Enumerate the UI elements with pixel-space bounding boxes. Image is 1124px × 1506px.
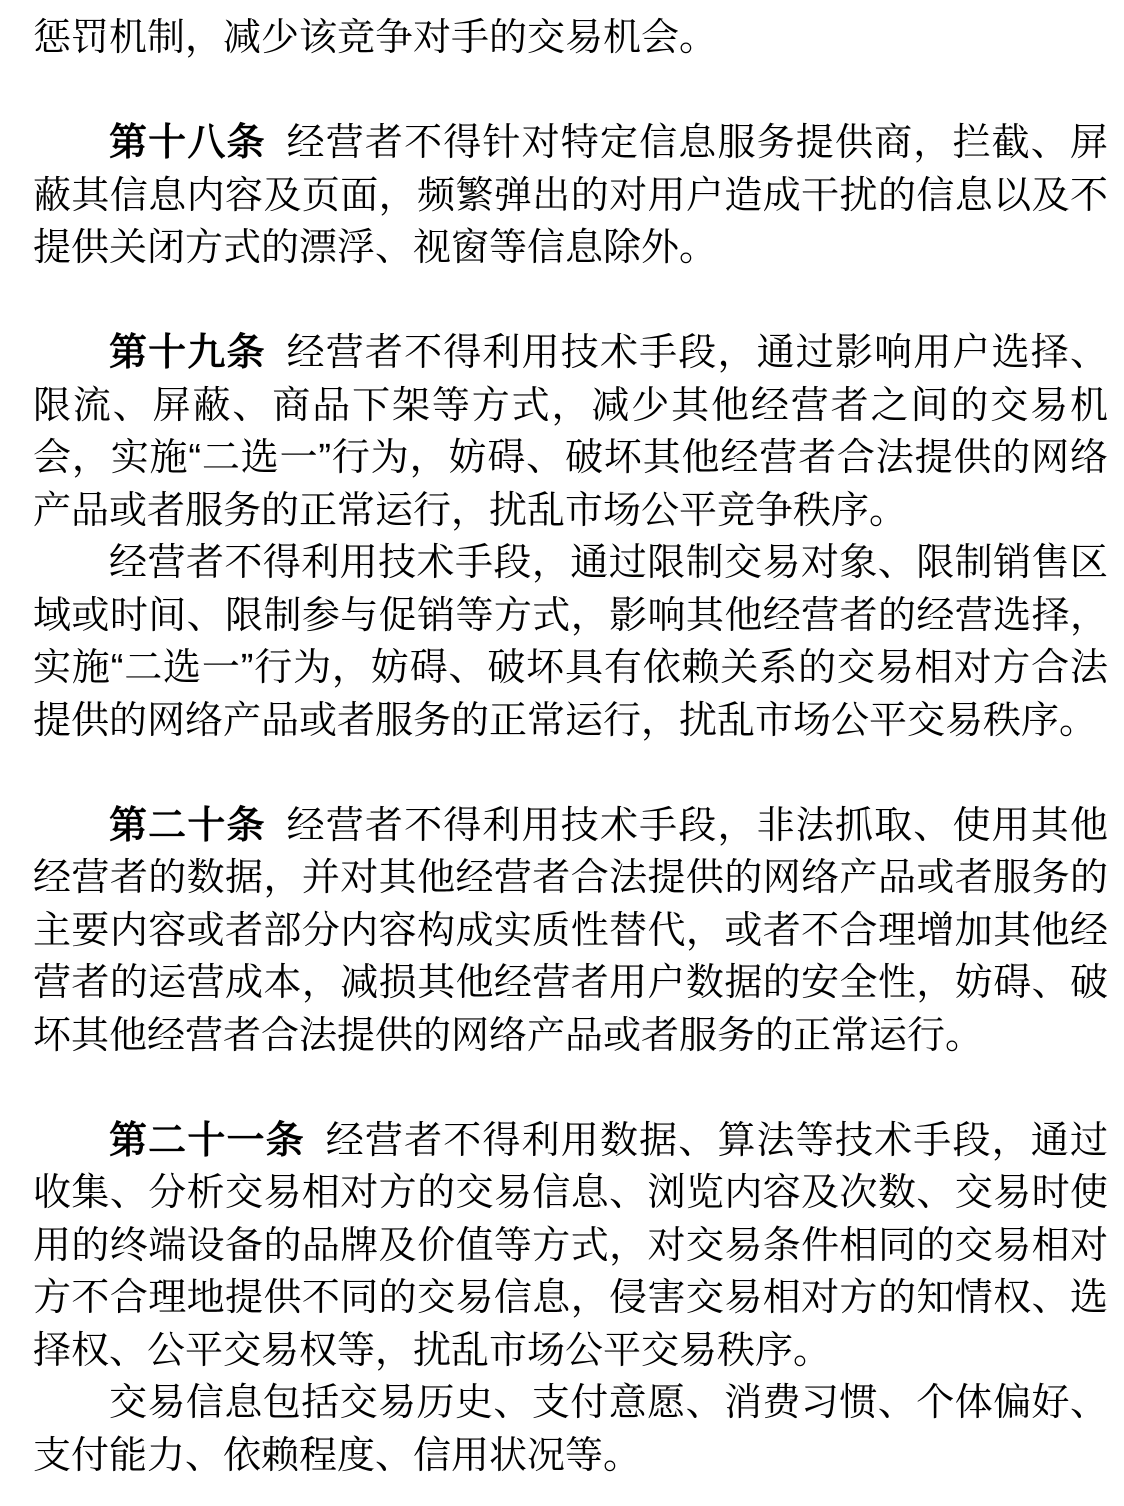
document-text [33, 12, 1108, 1482]
paragraph-article-19-clause-2 [33, 537, 1108, 747]
article-18-text: 经营者不得针对特定信息服务提供商，拦截、屏蔽其信息内容及页面，频繁弹出的对用户造成干扰的信息以及不提供关闭方式的漂浮、视窗等信息除外。 [33, 122, 1108, 269]
article-20-number: 第二十条 [109, 804, 266, 847]
article-21-clause-2-text: 交易信息包括交易历史、支付意愿、消费习惯、个体偏好、支付能力、依赖程度、信用状况等。 [33, 1382, 1108, 1477]
article-20-text: 经营者不得利用技术手段，非法抓取、使用其他经营者的数据，并对其他经营者合法提供的网络产品或者服务的主要内容或者部分内容构成实质性替代，或者不合理增加其他经营者的运营成本，减损其他经营者用户数据的安全性，妨碍、破坏其他经营者合法提供的网络产品或者服务的正常运行。 [33, 804, 1108, 1057]
paragraph-article-20 [33, 800, 1108, 1063]
article-21-text: 经营者不得利用数据、算法等技术手段，通过收集、分析交易相对方的交易信息、浏览内容及次数、交易时使用的终端设备的品牌及价值等方式，对交易条件相同的交易相对方不合理地提供不同的交易信息，侵害交易相对方的知情权、选择权、公平交易权等，扰乱市场公平交易秩序。 [33, 1119, 1108, 1372]
paragraph-article-21-clause-2 [33, 1377, 1108, 1482]
article-18-number: 第十八条 [109, 122, 266, 164]
paragraph-article-19 [33, 327, 1108, 537]
article-19-text: 经营者不得利用技术手段，通过影响用户选择、限流、屏蔽、商品下架等方式，减少其他经营者之间的交易机会，实施“二选一”行为，妨碍、破坏其他经营者合法提供的网络产品或者服务的正常运行，扰乱市场公平竞争秩序。 [33, 332, 1108, 532]
article-21-number: 第二十一条 [109, 1119, 305, 1162]
article-19-clause-2-text: 经营者不得利用技术手段，通过限制交易对象、限制销售区域或时间、限制参与促销等方式，影响其他经营者的经营选择，实施“二选一”行为，妨碍、破坏具有依赖关系的交易相对方合法提供的网络产品或者服务的正常运行，扰乱市场公平交易秩序。 [33, 542, 1108, 742]
paragraph-continuation-text: 惩罚机制，减少该竞争对手的交易机会。 [33, 17, 718, 59]
article-19-number: 第十九条 [109, 332, 266, 374]
paragraph-continuation [33, 12, 1108, 65]
paragraph-article-21 [33, 1115, 1108, 1378]
paragraph-article-18 [33, 117, 1108, 275]
